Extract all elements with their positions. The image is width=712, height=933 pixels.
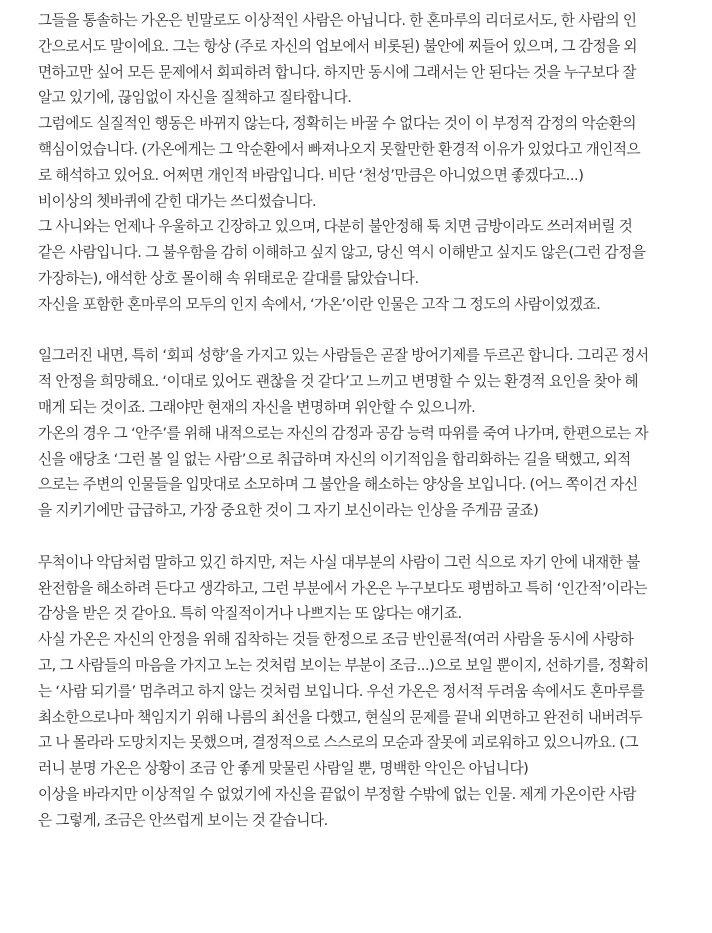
text-line: 이상을 바라지만 이상적일 수 없었기에 자신을 끝없이 부정할 수밖에 없는 인물. 제게 가온이란 사람 [38,785,637,803]
text-line: 고 나 몰라라 도망치지는 못했으며, 결정적으로 스스로의 모순과 잘못에 괴로워하고 있으니까요. (그 [38,734,639,752]
text-line: 가온의 경우 그 ‘안주’를 위해 내적으로는 자신의 감정과 공감 능력 따위를 죽여 나가며, 한편으로는 자 [38,424,649,442]
text-line: 은 그렇게, 조금은 안쓰럽게 보이는 것 같습니다. [38,811,328,829]
text-line: 러니 분명 가온은 상황이 조금 안 좋게 맞물린 사람일 뿐, 명백한 악인은 아닙니다) [38,760,529,778]
text-line: 감상을 받은 것 같아요. 특히 악질적이거나 나쁘지는 또 않다는 얘기죠. [38,605,462,623]
text-line: 고, 그 사람들의 마음을 가지고 노는 것처럼 보이는 부분이 조금...)으로 보일 뿐이지, 선하기를, 정확히 [38,656,649,674]
text-line: 는 ‘사람 되기를’ 멈추려고 하지 않는 것처럼 보입니다. 우선 가온은 정서적 두려움 속에서도 혼마루를 [38,682,645,700]
text-line: 비이상의 쳇바퀴에 갇힌 대가는 쓰디썼습니다. [38,192,317,210]
text-line: 가장하는), 애석한 상호 몰이해 속 위태로운 갈대를 닮았습니다. [38,269,419,287]
text-line: 그들을 통솔하는 가온은 빈말로도 이상적인 사람은 아닙니다. 한 혼마루의 리더로서도, 한 사람의 인 [38,12,637,29]
text-line: 완전함을 해소하려 든다고 생각하고, 그런 부분에서 가온은 누구보다도 평범하고 특히 ‘인간적’이라는 [38,579,648,597]
text-line: 일그러진 내면, 특히 ‘회피 성향’을 가지고 있는 사람들은 곧잘 방어기제를 두르곤 합니다. 그리곤 정서 [38,347,649,365]
text-line: 매게 되는 것이죠. 그래야만 현재의 자신을 변명하며 위안할 수 있으니까. [38,398,476,416]
text-line: 로 해석하고 있어요. 어쩌면 개인적 바람입니다. 비단 ‘천성’만큼은 아니었으면 좋겠다고...) [38,166,584,184]
paragraph-gap [38,524,674,550]
paragraph-gap [38,318,674,344]
text-line: 적 안정을 희망해요. ‘이대로 있어도 괜찮을 것 같다’고 느끼고 변명할 수 있는 환경적 요인을 찾아 헤 [38,373,639,391]
text-line: 핵심이었습니다. (가온에게는 그 악순환에서 빠져나오지 못할만한 환경적 이유가 있었다고 개인적으 [38,140,641,158]
text-line: 무척이나 악담처럼 말하고 있긴 하지만, 저는 사실 대부분의 사람이 그런 식으로 자기 안에 내재한 불 [38,553,640,571]
text-line: 알고 있기에, 끊임없이 자신을 질책하고 질타합니다. [38,89,352,107]
text-line: 자신을 포함한 혼마루의 모두의 인지 속에서, ‘가온’이란 인물은 고작 그 정도의 사람이었겠죠. [38,295,601,313]
text-line: 면하고만 싶어 모든 문제에서 회피하려 합니다. 하지만 동시에 그래서는 안 된다는 것을 누구보다 잘 [38,63,637,81]
text-line: 간으로서도 말이에요. 그는 항상 (주로 자신의 업보에서 비롯된) 불안에 찌들어 있으며, 그 감정을 외 [38,37,638,55]
text-line: 그럼에도 실질적인 행동은 바뀌지 않는다, 정확히는 바꿀 수 없다는 것이 이 부정적 감정의 악순환의 [38,115,637,133]
text-line: 을 지키기에만 급급하고, 가장 중요한 것이 그 자기 보신이라는 인상을 주게끔 굴죠) [38,502,539,520]
text-line: 같은 사람입니다. 그 불우함을 감히 이해하고 싶지 않고, 당신 역시 이해받고 싶지도 않은(그런 감정을 [38,244,646,262]
text-line: 신을 애당초 ‘그런 볼 일 없는 사람’으로 취급하며 자신의 이기적임을 합리화하는 길을 택했고, 외적 [38,450,631,468]
text-line: 최소한으로나마 책임지기 위해 나름의 최선을 다했고, 현실의 문제를 끝내 외면하고 완전히 내버려두 [38,708,643,726]
text-line: 사실 가온은 자신의 안정을 위해 집착하는 것들 한정으로 조금 반인륜적(여러 사람을 동시에 사랑하 [38,631,634,649]
text-line: 으로는 주변의 인물들을 입맛대로 소모하며 그 불안을 해소하는 양상을 보입니다. (어느 쪽이건 자신 [38,476,638,494]
text-line: 그 사니와는 언제나 우울하고 긴장하고 있으며, 다분히 불안정해 툭 치면 금방이라도 쓰러져버릴 것 [38,218,633,236]
